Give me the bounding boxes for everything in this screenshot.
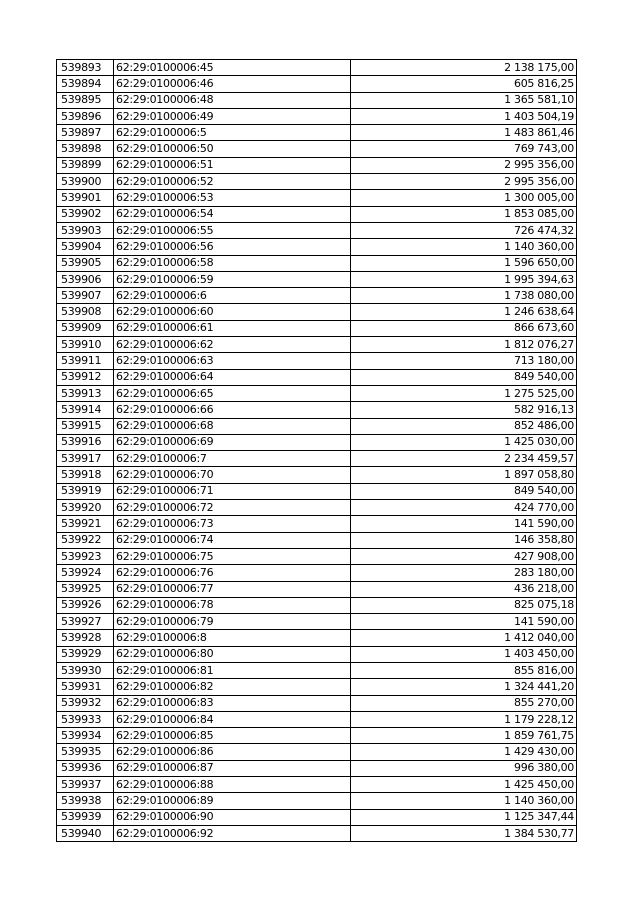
cadastral-value-cell: 1 483 861,46 — [351, 125, 577, 141]
row-id-cell: 539929 — [57, 646, 114, 662]
table-row — [57, 728, 577, 744]
table-row — [57, 760, 577, 776]
cadastral-number-cell: 62:29:0100006:83 — [114, 695, 351, 711]
cadastral-value-cell: 283 180,00 — [351, 565, 577, 581]
table-row — [57, 108, 577, 124]
cadastral-number-cell: 62:29:0100006:70 — [114, 467, 351, 483]
row-id-cell: 539896 — [57, 108, 114, 124]
cadastral-number-cell: 62:29:0100006:87 — [114, 760, 351, 776]
cadastral-value-cell: 1 179 228,12 — [351, 711, 577, 727]
table-row — [57, 76, 577, 92]
cadastral-number-cell: 62:29:0100006:66 — [114, 402, 351, 418]
row-id-cell: 539910 — [57, 337, 114, 353]
table-row — [57, 744, 577, 760]
table-row — [57, 500, 577, 516]
row-id-cell: 539924 — [57, 565, 114, 581]
row-id-cell: 539940 — [57, 825, 114, 841]
row-id-cell: 539920 — [57, 500, 114, 516]
table-body — [57, 60, 577, 842]
table-row — [57, 777, 577, 793]
table-row — [57, 581, 577, 597]
table-row — [57, 337, 577, 353]
table-row — [57, 548, 577, 564]
row-id-cell: 539922 — [57, 532, 114, 548]
cadastral-number-cell: 62:29:0100006:74 — [114, 532, 351, 548]
cadastral-value-cell: 855 270,00 — [351, 695, 577, 711]
row-id-cell: 539904 — [57, 239, 114, 255]
row-id-cell: 539938 — [57, 793, 114, 809]
cadastral-number-cell: 62:29:0100006:77 — [114, 581, 351, 597]
cadastral-number-cell: 62:29:0100006:56 — [114, 239, 351, 255]
row-id-cell: 539917 — [57, 451, 114, 467]
cadastral-value-cell: 849 540,00 — [351, 483, 577, 499]
cadastral-number-cell: 62:29:0100006:6 — [114, 288, 351, 304]
cadastral-number-cell: 62:29:0100006:7 — [114, 451, 351, 467]
row-id-cell: 539913 — [57, 385, 114, 401]
cadastral-number-cell: 62:29:0100006:51 — [114, 157, 351, 173]
table-row — [57, 646, 577, 662]
cadastral-value-cell: 1 995 394,63 — [351, 271, 577, 287]
table-row — [57, 451, 577, 467]
table-row — [57, 369, 577, 385]
cadastral-value-cell: 1 429 430,00 — [351, 744, 577, 760]
table-row — [57, 809, 577, 825]
row-id-cell: 539902 — [57, 206, 114, 222]
cadastral-number-cell: 62:29:0100006:65 — [114, 385, 351, 401]
cadastral-value-cell: 1 403 450,00 — [351, 646, 577, 662]
row-id-cell: 539915 — [57, 418, 114, 434]
cadastral-value-cell: 146 358,80 — [351, 532, 577, 548]
row-id-cell: 539928 — [57, 630, 114, 646]
row-id-cell: 539921 — [57, 516, 114, 532]
cadastral-number-cell: 62:29:0100006:73 — [114, 516, 351, 532]
cadastral-number-cell: 62:29:0100006:75 — [114, 548, 351, 564]
cadastral-number-cell: 62:29:0100006:63 — [114, 353, 351, 369]
table-row — [57, 825, 577, 841]
cadastral-number-cell: 62:29:0100006:62 — [114, 337, 351, 353]
cadastral-value-cell: 1 853 085,00 — [351, 206, 577, 222]
table-row — [57, 288, 577, 304]
row-id-cell: 539893 — [57, 60, 114, 76]
table-row — [57, 271, 577, 287]
cadastral-number-cell: 62:29:0100006:84 — [114, 711, 351, 727]
cadastral-number-cell: 62:29:0100006:78 — [114, 597, 351, 613]
table-row — [57, 304, 577, 320]
cadastral-number-cell: 62:29:0100006:72 — [114, 500, 351, 516]
row-id-cell: 539903 — [57, 222, 114, 238]
row-id-cell: 539916 — [57, 434, 114, 450]
cadastral-value-cell: 1 140 360,00 — [351, 239, 577, 255]
table-row — [57, 92, 577, 108]
cadastral-number-cell: 62:29:0100006:53 — [114, 190, 351, 206]
table-row — [57, 434, 577, 450]
row-id-cell: 539927 — [57, 614, 114, 630]
cadastral-value-cell: 1 140 360,00 — [351, 793, 577, 809]
row-id-cell: 539894 — [57, 76, 114, 92]
table-row — [57, 141, 577, 157]
cadastral-value-cell: 1 246 638,64 — [351, 304, 577, 320]
row-id-cell: 539901 — [57, 190, 114, 206]
cadastral-value-cell: 427 908,00 — [351, 548, 577, 564]
cadastral-value-cell: 605 816,25 — [351, 76, 577, 92]
cadastral-number-cell: 62:29:0100006:92 — [114, 825, 351, 841]
cadastral-number-cell: 62:29:0100006:64 — [114, 369, 351, 385]
table-row — [57, 222, 577, 238]
row-id-cell: 539907 — [57, 288, 114, 304]
table-row — [57, 467, 577, 483]
cadastral-number-cell: 62:29:0100006:61 — [114, 320, 351, 336]
table-row — [57, 255, 577, 271]
row-id-cell: 539900 — [57, 174, 114, 190]
row-id-cell: 539923 — [57, 548, 114, 564]
cadastral-number-cell: 62:29:0100006:55 — [114, 222, 351, 238]
cadastral-value-cell: 769 743,00 — [351, 141, 577, 157]
cadastral-value-cell: 713 180,00 — [351, 353, 577, 369]
cadastral-number-cell: 62:29:0100006:45 — [114, 60, 351, 76]
table-row — [57, 614, 577, 630]
row-id-cell: 539935 — [57, 744, 114, 760]
table-row — [57, 793, 577, 809]
table-row — [57, 418, 577, 434]
cadastral-value-cell: 852 486,00 — [351, 418, 577, 434]
cadastral-value-cell: 1 812 076,27 — [351, 337, 577, 353]
table-row — [57, 532, 577, 548]
cadastral-number-cell: 62:29:0100006:54 — [114, 206, 351, 222]
row-id-cell: 539909 — [57, 320, 114, 336]
cadastral-value-cell: 2 234 459,57 — [351, 451, 577, 467]
cadastral-value-table — [56, 59, 577, 842]
row-id-cell: 539932 — [57, 695, 114, 711]
row-id-cell: 539919 — [57, 483, 114, 499]
cadastral-value-cell: 1 859 761,75 — [351, 728, 577, 744]
row-id-cell: 539912 — [57, 369, 114, 385]
table-row — [57, 206, 577, 222]
cadastral-value-cell: 1 425 450,00 — [351, 777, 577, 793]
cadastral-number-cell: 62:29:0100006:89 — [114, 793, 351, 809]
cadastral-number-cell: 62:29:0100006:81 — [114, 662, 351, 678]
cadastral-value-cell: 1 412 040,00 — [351, 630, 577, 646]
cadastral-value-cell: 582 916,13 — [351, 402, 577, 418]
cadastral-value-cell: 1 596 650,00 — [351, 255, 577, 271]
table-row — [57, 483, 577, 499]
row-id-cell: 539914 — [57, 402, 114, 418]
cadastral-number-cell: 62:29:0100006:52 — [114, 174, 351, 190]
table-row — [57, 125, 577, 141]
row-id-cell: 539899 — [57, 157, 114, 173]
cadastral-number-cell: 62:29:0100006:60 — [114, 304, 351, 320]
cadastral-value-cell: 1 275 525,00 — [351, 385, 577, 401]
cadastral-value-cell: 2 995 356,00 — [351, 174, 577, 190]
cadastral-number-cell: 62:29:0100006:79 — [114, 614, 351, 630]
row-id-cell: 539905 — [57, 255, 114, 271]
cadastral-value-cell: 436 218,00 — [351, 581, 577, 597]
cadastral-value-cell: 849 540,00 — [351, 369, 577, 385]
cadastral-value-cell: 2 995 356,00 — [351, 157, 577, 173]
table-row — [57, 239, 577, 255]
cadastral-number-cell: 62:29:0100006:85 — [114, 728, 351, 744]
cadastral-number-cell: 62:29:0100006:76 — [114, 565, 351, 581]
row-id-cell: 539931 — [57, 679, 114, 695]
table-row — [57, 516, 577, 532]
table-row — [57, 565, 577, 581]
cadastral-value-cell: 825 075,18 — [351, 597, 577, 613]
cadastral-value-cell: 866 673,60 — [351, 320, 577, 336]
row-id-cell: 539898 — [57, 141, 114, 157]
row-id-cell: 539908 — [57, 304, 114, 320]
cadastral-number-cell: 62:29:0100006:69 — [114, 434, 351, 450]
table-row — [57, 695, 577, 711]
table-row — [57, 174, 577, 190]
row-id-cell: 539925 — [57, 581, 114, 597]
row-id-cell: 539897 — [57, 125, 114, 141]
table-row — [57, 353, 577, 369]
row-id-cell: 539930 — [57, 662, 114, 678]
cadastral-number-cell: 62:29:0100006:46 — [114, 76, 351, 92]
cadastral-value-cell: 1 300 005,00 — [351, 190, 577, 206]
cadastral-number-cell: 62:29:0100006:90 — [114, 809, 351, 825]
cadastral-value-cell: 141 590,00 — [351, 516, 577, 532]
table-row — [57, 157, 577, 173]
cadastral-value-cell: 996 380,00 — [351, 760, 577, 776]
table-row — [57, 662, 577, 678]
table-row — [57, 60, 577, 76]
row-id-cell: 539936 — [57, 760, 114, 776]
cadastral-value-cell: 424 770,00 — [351, 500, 577, 516]
table-row — [57, 402, 577, 418]
cadastral-number-cell: 62:29:0100006:49 — [114, 108, 351, 124]
cadastral-value-cell: 1 324 441,20 — [351, 679, 577, 695]
table-row — [57, 597, 577, 613]
cadastral-value-cell: 1 425 030,00 — [351, 434, 577, 450]
cadastral-value-cell: 726 474,32 — [351, 222, 577, 238]
table-row — [57, 711, 577, 727]
cadastral-value-cell: 141 590,00 — [351, 614, 577, 630]
cadastral-value-cell: 1 365 581,10 — [351, 92, 577, 108]
table-row — [57, 320, 577, 336]
cadastral-value-cell: 1 125 347,44 — [351, 809, 577, 825]
cadastral-number-cell: 62:29:0100006:88 — [114, 777, 351, 793]
table-row — [57, 190, 577, 206]
cadastral-number-cell: 62:29:0100006:71 — [114, 483, 351, 499]
table-row — [57, 630, 577, 646]
row-id-cell: 539895 — [57, 92, 114, 108]
cadastral-number-cell: 62:29:0100006:48 — [114, 92, 351, 108]
cadastral-number-cell: 62:29:0100006:86 — [114, 744, 351, 760]
cadastral-number-cell: 62:29:0100006:80 — [114, 646, 351, 662]
cadastral-value-cell: 1 897 058,80 — [351, 467, 577, 483]
row-id-cell: 539933 — [57, 711, 114, 727]
row-id-cell: 539918 — [57, 467, 114, 483]
cadastral-value-cell: 1 738 080,00 — [351, 288, 577, 304]
row-id-cell: 539939 — [57, 809, 114, 825]
row-id-cell: 539926 — [57, 597, 114, 613]
cadastral-value-cell: 2 138 175,00 — [351, 60, 577, 76]
cadastral-number-cell: 62:29:0100006:59 — [114, 271, 351, 287]
table-row — [57, 679, 577, 695]
cadastral-number-cell: 62:29:0100006:8 — [114, 630, 351, 646]
cadastral-number-cell: 62:29:0100006:82 — [114, 679, 351, 695]
cadastral-number-cell: 62:29:0100006:58 — [114, 255, 351, 271]
cadastral-number-cell: 62:29:0100006:50 — [114, 141, 351, 157]
table-row — [57, 385, 577, 401]
cadastral-value-cell: 855 816,00 — [351, 662, 577, 678]
cadastral-number-cell: 62:29:0100006:68 — [114, 418, 351, 434]
cadastral-value-cell: 1 403 504,19 — [351, 108, 577, 124]
row-id-cell: 539906 — [57, 271, 114, 287]
row-id-cell: 539911 — [57, 353, 114, 369]
cadastral-value-cell: 1 384 530,77 — [351, 825, 577, 841]
row-id-cell: 539937 — [57, 777, 114, 793]
cadastral-number-cell: 62:29:0100006:5 — [114, 125, 351, 141]
row-id-cell: 539934 — [57, 728, 114, 744]
